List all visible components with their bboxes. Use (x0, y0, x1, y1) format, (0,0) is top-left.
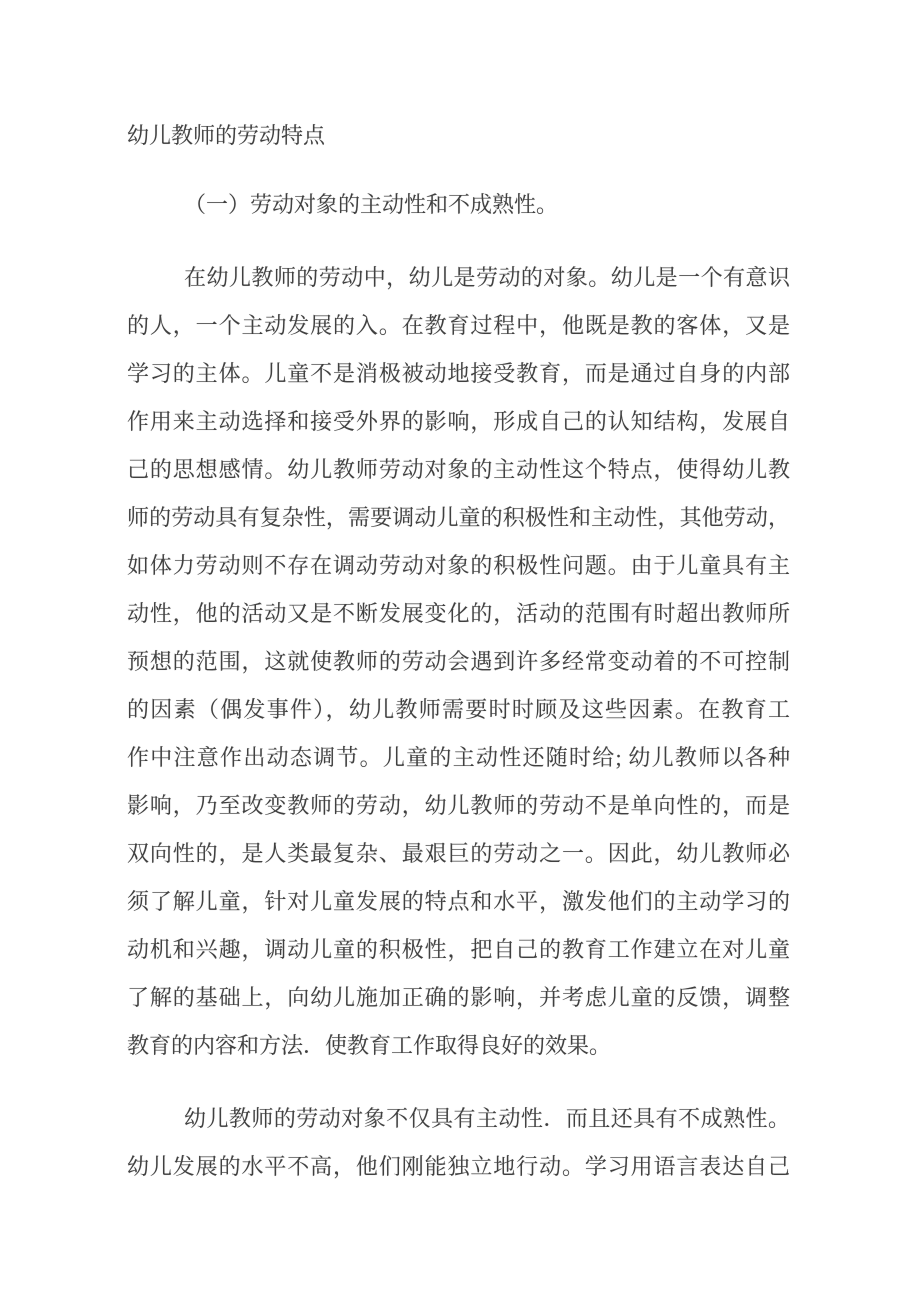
text-line: 作用来主动选择和接受外界的影响，形成自己的认知结构，发展自 (127, 409, 790, 434)
text-line: 幼儿教师的劳动对象不仅具有主动性．而且还具有不成熟性。 (184, 1106, 790, 1131)
paragraph-1 (127, 254, 790, 1070)
text-line: 己的思想感情。幼儿教师劳动对象的主动性这个特点，使得幼儿教 (127, 457, 790, 482)
text-line: 作中注意作出动态调节。儿童的主动性还随时给; 幼儿教师以各种 (127, 745, 790, 770)
text-line: 在幼儿教师的劳动中，幼儿是劳动的对象。幼儿是一个有意识 (184, 265, 790, 290)
document-title: 幼儿教师的劳动特点 (127, 123, 326, 148)
paragraph-2 (127, 1095, 790, 1191)
section-heading: （一）劳动对象的主动性和不成熟性。 (184, 192, 559, 217)
text-line: 师的劳动具有复杂性，需要调动儿童的积极性和主动性，其他劳动， (127, 505, 790, 530)
text-line: 幼儿发展的水平不高，他们刚能独立地行动。学习用语言表达自己 (127, 1154, 790, 1179)
text-line: 如体力劳动则不存在调动劳动对象的积极性问题。由于儿童具有主 (127, 553, 790, 578)
text-line: 动机和兴趣，调动儿童的积极性，把自己的教育工作建立在对儿童 (127, 937, 790, 962)
text-line: 的因素（偶发事件），幼儿教师需要时时顾及这些因素。在教育工 (127, 697, 790, 722)
text-line: 了解的基础上，向幼儿施加正确的影响，并考虑儿童的反馈，调整 (127, 985, 790, 1010)
text-line: 学习的主体。儿童不是消极被动地接受教育，而是通过自身的内部 (127, 361, 790, 386)
text-line: 教育的内容和方法．使教育工作取得良好的效果。 (127, 1033, 612, 1058)
text-line: 动性，他的活动又是不断发展变化的，活动的范围有时超出教师所 (127, 601, 790, 626)
text-line: 预想的范围，这就使教师的劳动会遇到许多经常变动着的不可控制 (127, 649, 790, 674)
text-line: 影响，乃至改变教师的劳动，幼儿教师的劳动不是单向性的，而是 (127, 793, 790, 818)
text-line: 的人，一个主动发展的入。在教育过程中，他既是教的客体，又是 (127, 313, 790, 338)
text-line: 须了解儿童，针对儿童发展的特点和水平，激发他们的主动学习的 (127, 889, 790, 914)
text-line: 双向性的，是人类最复杂、最艰巨的劳动之一。因此，幼儿教师必 (127, 841, 790, 866)
